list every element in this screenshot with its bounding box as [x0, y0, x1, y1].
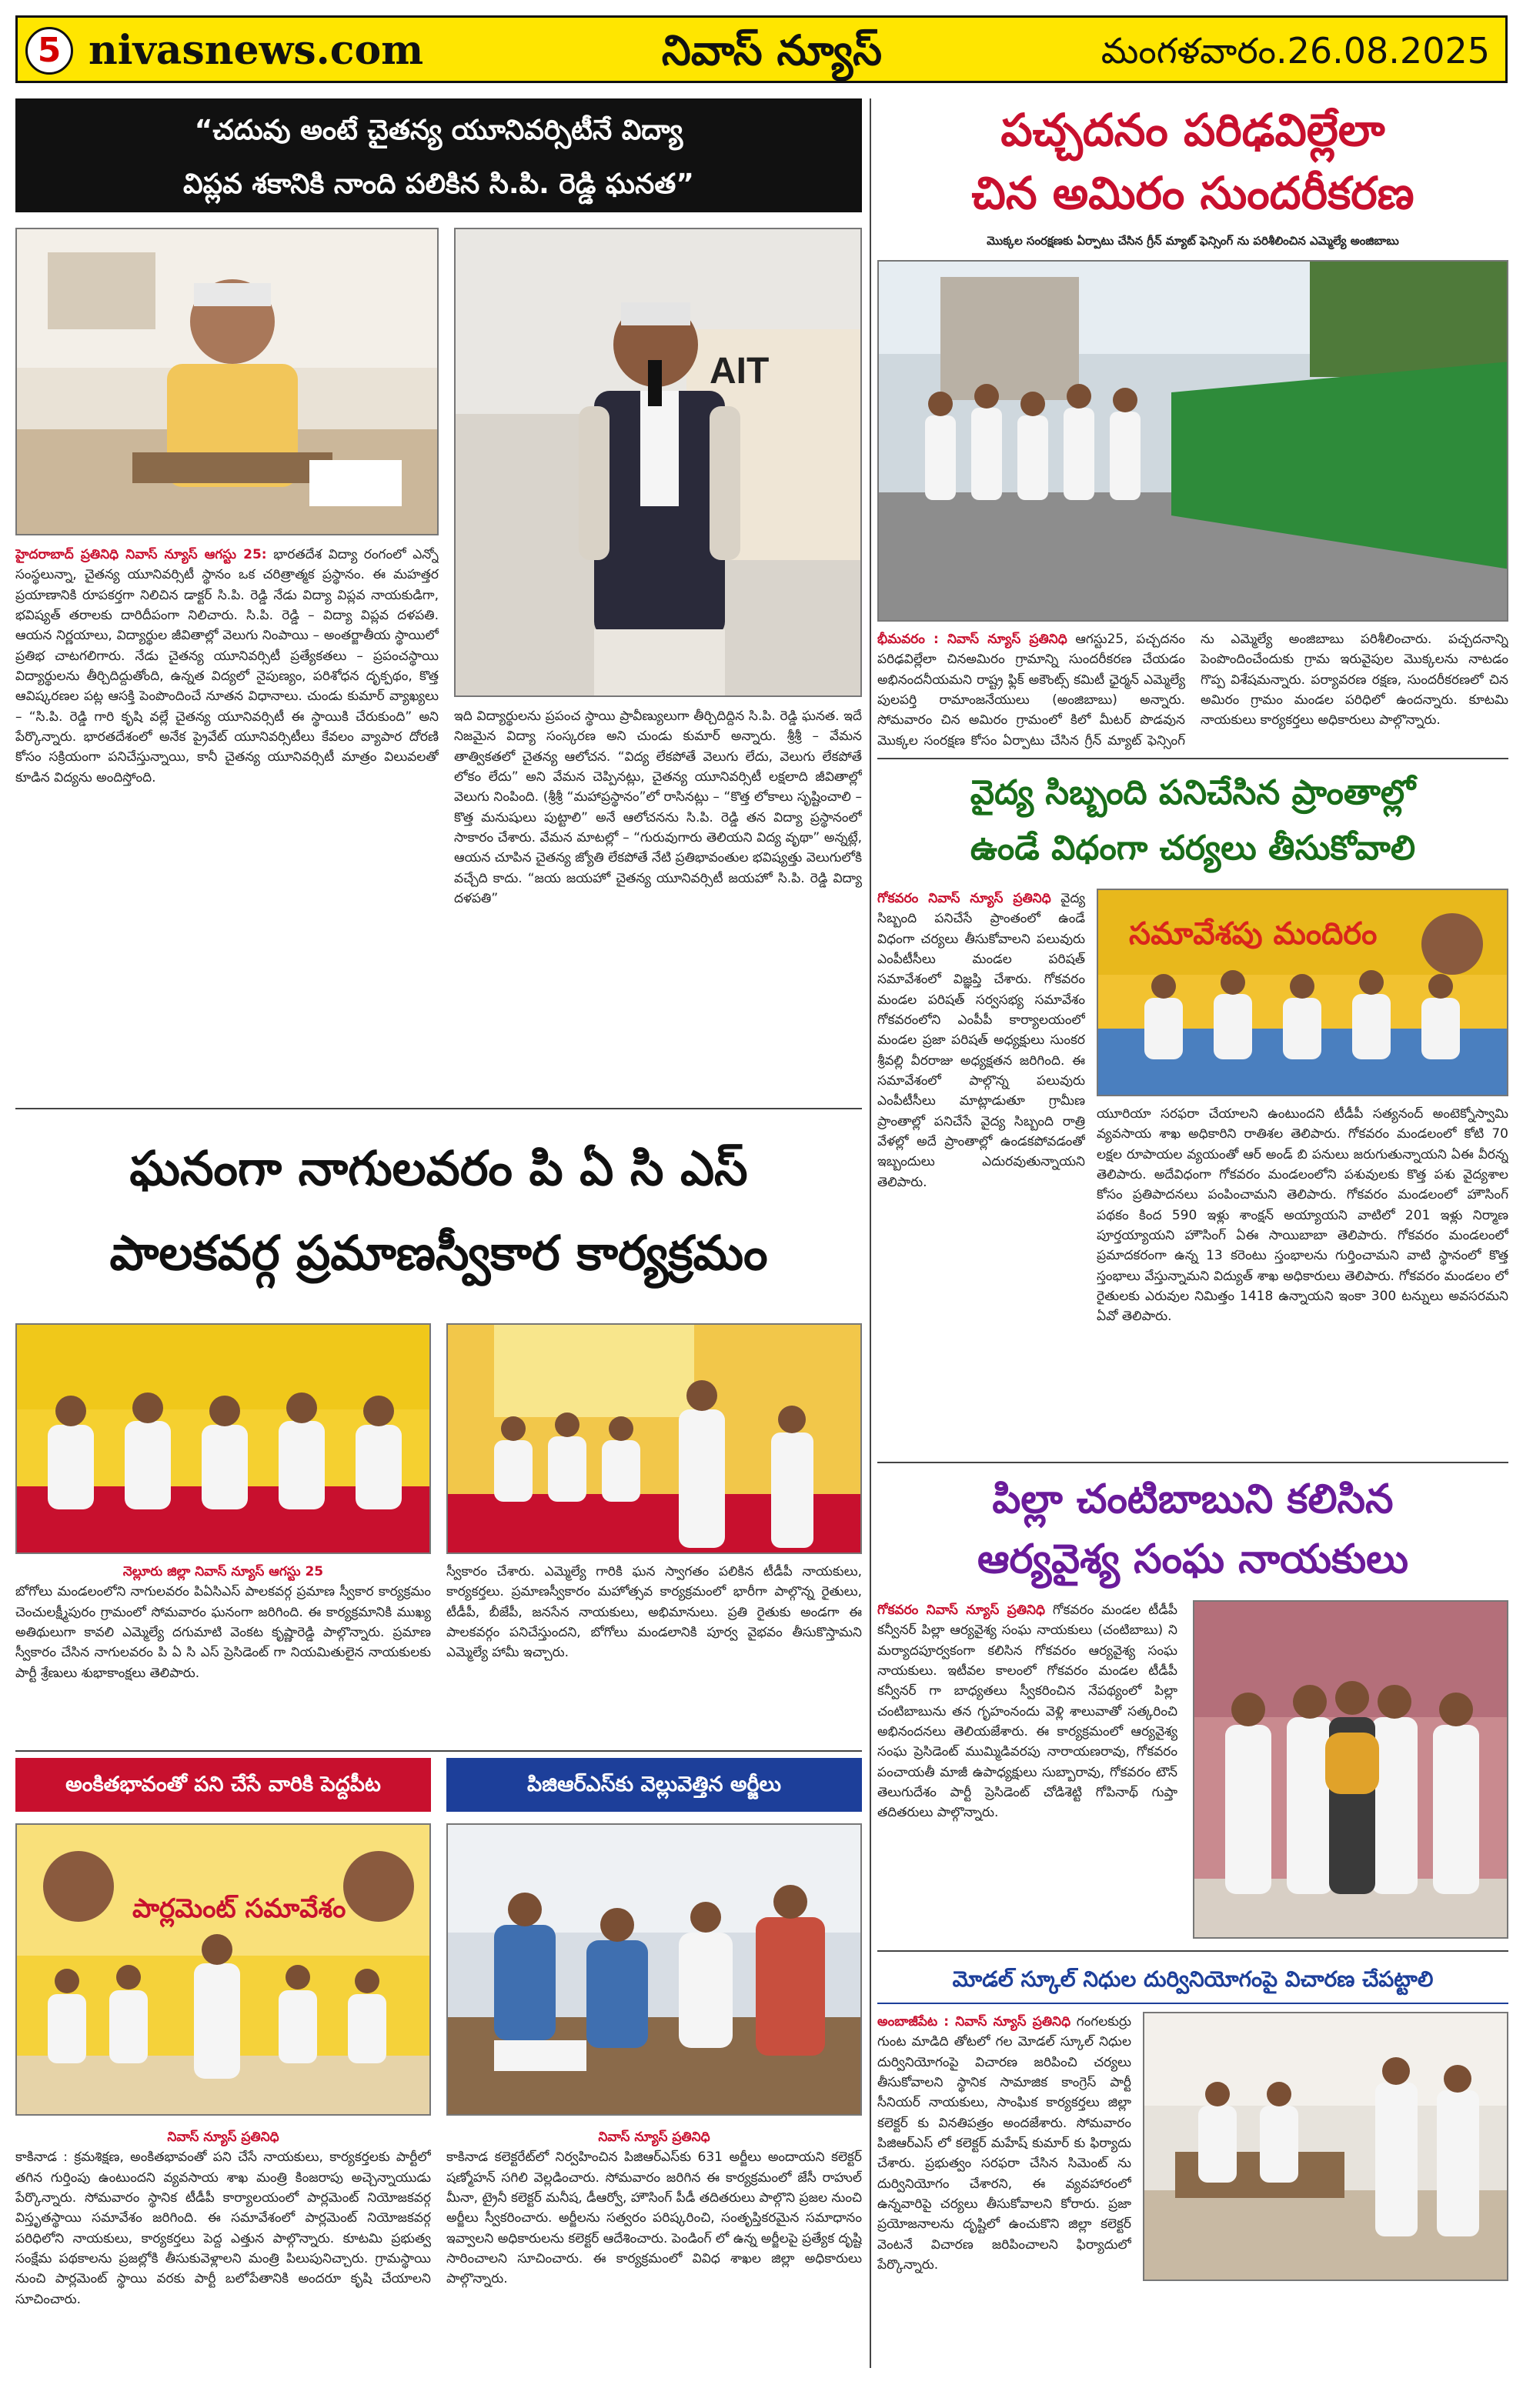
article-chantibabu [877, 1469, 1508, 1946]
article-nagulavaram [15, 1116, 862, 1746]
page-number: 5 [25, 27, 73, 75]
article-vaidya-body-left [877, 889, 1085, 1450]
masthead [15, 15, 1508, 83]
article-nagulavaram-dateline: నెల్లూరు జిల్లా నివాస్ న్యూస్ ఆగస్టు 25 [122, 1564, 324, 1579]
photo-cp-reddy-desk [15, 228, 439, 535]
article-ankita-dateline: నివాస్ న్యూస్ ప్రతినిధి [167, 2130, 279, 2145]
photo-cp-reddy-speech [454, 228, 862, 697]
section-divider [877, 1462, 1508, 1463]
svg-text:AIT: AIT [710, 351, 770, 392]
paper-name: నివాస్ న్యూస్ [661, 26, 883, 75]
article-chaitanya-body-left [15, 545, 439, 1099]
article-pgrs-text: కాకినాడ కలెక్టరేట్‌లో నిర్వహించిన పిజిఆర్ఎస్‌కు 631 అర్జీలు అందాయని కలెక్టర్ షణ్మోహన్ సగిలి వెల్లడించారు. సోమవారం జరిగిన ఈ కార్యక్రమంలో జేసీ రాహుల్ మీనా, ట్రైనీ కలెక్టర్ మనీష, డీఆర్వో, హౌసింగ్ పీడీ తదితరులు పాల్గొని ప్రజల నుంచి అర్జీలు స్వీకరించారు. అర్జీలను సత్వరం పరిష్కరించి, సంతృప్తికరమైన సమాధానం ఇవ్వాలని అధికారులను కలెక్టర్ ఆదేశించారు. పెండింగ్ లో ఉన్న అర్జీలపై ప్రత్యేక దృష్టి సారించాలని సూచించారు. ఈ కార్యక్రమంలో వివిధ శాఖల జిల్లా అధికారులు పాల్గొన్నారు. [446, 2150, 862, 2287]
headline-line-1: వైద్య సిబ్బంది పనిచేసిన ప్రాంతాల్లో [970, 773, 1416, 812]
headline-line-2: ఉండే విధంగా చర్యలు తీసుకోవాలి [970, 829, 1416, 868]
photo-chantibabu-felicitation [1193, 1600, 1508, 1939]
article-chaitanya [15, 98, 862, 1102]
article-model-school-body [877, 2012, 1131, 2389]
section-divider [877, 1950, 1508, 1952]
photo-parliament-meeting [15, 1823, 431, 2116]
article-pgrs-dateline: నివాస్ న్యూస్ ప్రతినిధి [598, 2130, 710, 2145]
section-divider [15, 1108, 862, 1109]
photo-pacs-dais [15, 1323, 431, 1554]
photo-collector-petition [1143, 2012, 1508, 2281]
article-pachchadanam-text: ఆగస్టు25, పచ్చదనం పరిఢవిల్లేలా చినఅమిరం గ్రామాన్ని సుందరీకరణ చేయడం అభినందనీయమని రాష్ట్ర ఫ్లిక్ అకౌంట్స్ కమిటీ ఛైర్మన్ ఎమ్మెల్యే పులపర్తి రామాంజనేయులు (అంజిబాబు) అన్నారు. సోమవారం చిన అమిరం గ్రామంలో కిలో మీటర్ పొడవున మొక్కల సంరక్షణ కోసం ఏర్పాటు చేసిన గ్రీన్ మ్యాట్ ఫెన్సింగ్ ను ఎమ్మెల్యే అంజిబాబు పరిశీలించారు. పచ్చదనాన్ని పెంపొందించేందుకు గ్రామ ఇరువైపుల మొక్కలను నాటడం గొప్ప విశేషమన్నారు. పర్యావరణ రక్షణ, సుందరీకరణలో చిన అమిరం గ్రామం మండల పరిధిలో ఉందన్నారు. కూటమి నాయకులు కార్యకర్తలు అధికారులు పాల్గొన్నారు. [877, 632, 1508, 749]
article-ankita-body [15, 2127, 431, 2389]
article-chantibabu-text: గోకవరం మండల టీడీపీ కన్వీనర్ పిల్లా ఆర్యవైశ్య సంఘ నాయకులు (చంటిబాబు) ని మర్యాదపూర్వకంగా కలిసిన గోకవరం ఆర్యవైశ్య సంఘ నాయకులు. ఇటీవల కాలంలో గోకవరం మండల టీడీపీ కన్వీనర్ గా బాధ్యతలు స్వీకరించిన నేపథ్యంలో పిల్లా చంటిబాబును తన గృహంనందు వెళ్లి శాలువాతో సత్కరించి అభినందనలు తెలియజేశారు. ఈ కార్యక్రమంలో ఆర్యవైశ్య సంఘ ప్రెసిడెంట్ ముమ్మిడివరపు నారాయణరావు, గోకవరం పంచాయతీ మాజీ ఉపాధ్యక్షులు సుబ్బారావు, గోకవరం టౌన్ తెలుగుదేశం పార్టీ ప్రెసిడెంట్ చోడిశెట్టి గోపినాథ్ గుప్తా తదితరులు పాల్గొన్నారు. [877, 1603, 1177, 1821]
article-nagulavaram-text-right: స్వీకారం చేశారు. ఎమ్మెల్యే గారికి ఘన స్వాగతం పలికిన టీడీపీ నాయకులు, కార్యకర్తలు. ప్రమాణస్వీకారం మహోత్సవ కార్యక్రమంలో భారీగా పాల్గొన్న రైతులు, టీడీపీ, బీజేపీ, జనసేన నాయకులు, అభిమానులు. ప్రతి రైతుకు అండగా ఈ పాలకవర్గం పనిచేస్తుందని, బోగోలు మండలానికి పూర్వ వైభవం తీసుకొస్తామని ఎమ్మెల్యే హామీ ఇచ్చారు. [446, 1564, 862, 1661]
photo-pacs-speech [446, 1323, 862, 1554]
article-vaidya-text-right: యూరియా సరఫరా చేయాలని ఉంటుందని టీడీపీ సత్యనంద్ అంటెక్నోస్వామి వ్యవసాయ శాఖ అధికారిని రాతిశల తెలిపారు. గోకవరం మండలంలో కోటి 70 లక్షల రూపాయల వ్యయంతో ఆర్ అండ్ బి పనులు జరుగుతున్నాయని ఏఈ వీరన్న తెలిపారు. అదేవిధంగా గోకవరం మండలంలోని పశువులకు కొత్త పశు వైద్యశాల కోసం ప్రతిపాదనలు పంపించామని తెలిపారు. గోకవరం మండలంలో హౌసింగ్ పథకం కింద 590 ఇళ్లు శాంక్షన్ అయ్యాయని వాటిలో 201 ఇళ్లు నిర్మాణ పూర్తయ్యాయని హౌసింగ్ ఏఈ సాయిబాబా తెలిపారు. గోకవరం మండలంలో ప్రమాదకరంగా ఉన్న 13 కరెంటు స్తంభాలను గుర్తించామని వాటి స్థానంలో కొత్త స్తంభాలు వేస్తున్నామని విద్యుత్ శాఖ అధికారులు తెలిపారు. గోకవరం మండలం లో రైతులకు ఎరువుల నిమిత్తం 1418 ఉన్నాయని ఇంకా 300 టన్నులు అవసరమని ఏవో తెలిపారు. [1097, 1106, 1508, 1325]
headline-line-2: ఆర్యవైశ్య సంఘ నాయకులు [977, 1536, 1408, 1583]
article-chaitanya-body-right [454, 706, 862, 1099]
article-model-school-dateline: అంబాజీపేట : నివాస్ న్యూస్ ప్రతినిధి [877, 2014, 1071, 2029]
headline-line-1: ఘనంగా నాగులవరం పి ఏ సి ఎస్ [129, 1140, 748, 1196]
section-divider [15, 1750, 862, 1752]
article-model-school [877, 1958, 1508, 2393]
svg-text:పార్లమెంట్ సమావేశం: పార్లమెంట్ సమావేశం [132, 1893, 346, 1924]
article-vaidya-text-left: వైద్య సిబ్బంది పనిచేసే ప్రాంతంలో ఉండే విధంగా చర్యలు తీసుకోవాలని పలువురు ఎంపీటీసీలు మండల పరిషత్ సమావేశంలో విజ్ఞప్తి చేశారు. గోకవరం మండల పరిషత్ సర్వసభ్య సమావేశం గోకవరంలోని ఎంపీపీ కార్యాలయంలో మండల ప్రజా పరిషత్ అధ్యక్షులు సుంకర శ్రీవల్లి వీరరాజు అధ్యక్షతన జరిగింది. ఈ సమావేశంలో పాల్గొన్న పలువురు ఎంపీటీసీలు మాట్లాడుతూ గ్రామీణ ప్రాంతాల్లో పనిచేసే వైద్య సిబ్బంది రాత్రి వేళల్లో అదే ప్రాంతాల్లో ఉండకపోవడంతో ఇబ్బందులు ఎదురవుతున్నాయని తెలిపారు. [877, 891, 1085, 1190]
issue-date: మంగళవారం.26.08.2025 [1101, 30, 1490, 72]
article-pachchadanam-headline [877, 98, 1508, 229]
article-chantibabu-headline [877, 1469, 1508, 1593]
article-pachchadanam-body [877, 629, 1508, 752]
article-vaidya-dateline: గోకవరం నివాస్ న్యూస్ ప్రతినిధి [877, 891, 1051, 906]
article-chaitanya-headline [15, 98, 862, 212]
headline-line-1: “చదువు అంటే చైతన్య యూనివర్సిటీనే విద్యా [194, 115, 683, 146]
article-pgrs [446, 1758, 862, 2393]
photo-mandal-meeting [1097, 889, 1508, 1096]
article-vaidya-headline [877, 765, 1508, 881]
article-chaitanya-text-right: ఇది విద్యార్థులను ప్రపంచ స్థాయి ప్రావీణ్యులుగా తీర్చిదిద్దిన సి.పి. రెడ్డి ఘనత. ఇదే నిజమైన విద్యా సంస్కరణ అని చుండు కుమార్ అన్నారు. శ్రీశ్రీ – వేమన తాత్వికతలో చైతన్య ఆలోచన. “విద్య లేకపోతే వెలుగు లేదు, వెలుగు లేకపోతే లోకం లేదు” అని వేమన చెప్పినట్లు, చైతన్య యూనివర్సిటీ లక్షలాది జీవితాల్లో వెలుగు నింపింది. (శ్రీశ్రీ “మహాప్రస్థానం”లో రాసినట్లు – “కొత్త లోకాలు సృష్టించాలి – కొత్త మనుషులు పుట్టాలి” అనే ఆలోచనను సి.పి. రెడ్డి తన విద్యా ప్రస్థానంలో సాకారం చేశారు. వేమన మాటల్లో – “గురువుగారు తెలియని విద్య వృథా” అన్నట్లే, ఆయన చూపిన చైతన్య జ్యోతి లేకపోతే నేటి ప్రతిభావంతుల భవిష్యత్తు వెలుగులోకి వచ్చేది కాదు. “జయ జయహో చైతన్య యూనివర్సిటీ జయహో సి.పి. రెడ్డి విద్యా దళపతి” [454, 709, 862, 907]
article-chantibabu-body [877, 1600, 1177, 1939]
article-chaitanya-text-left: భారతదేశ విద్యా రంగంలో ఎన్నో సంస్థలున్నా, చైతన్య యూనివర్సిటీ స్థానం ఒక చరిత్రాత్మక ప్రస్థానం. ఈ మహత్తర ప్రయాణానికి రూపకర్తగా నిలిచిన డాక్టర్ సి.పి. రెడ్డి నేడు విద్యా విప్లవ నాయకుడిగా, భవిష్యత్ తరాలకు దారిదీపంగా నిలిచారు. సి.పి. రెడ్డి – విద్యా విప్లవ దళపతి. ఆయన నిర్ణయాలు, విద్యార్థుల జీవితాల్లో వెలుగు నింపాయి – అంతర్జాతీయ స్థాయిలో ప్రతిభ చాటగలిగారు. నేడు చైతన్య యూనివర్సిటీ ప్రత్యేకతలు – ప్రపంచస్థాయి విద్యార్థులను తీర్చిదిద్దుతోంది, ఉన్నత విద్యలో నైపుణ్యం, పరిశోధన దృక్పథం, కొత్త ఆవిష్కరణల పట్ల ఆసక్తి పెంపొందించే నూతన విధానాలు. చుండు కుమార్ వ్యాఖ్యలు – “సి.పి. రెడ్డి గారి కృషి వల్లే చైతన్య యూనివర్సిటీ ఈ స్థాయికి చేరుకుంది” అని పేర్కొన్నారు. భారతదేశంలో అనేక ప్రైవేట్ యూనివర్సిటీలు కేవలం వ్యాపార దోరణి కోసం సక్రియంగా పనిచేస్తున్నాయి, కానీ చైతన్య యూనివర్సిటీ మాత్రం విలువలతో కూడిన విద్యను అందిస్తోంది. [15, 547, 439, 785]
headline-line-2: పాలకవర్గ ప్రమాణస్వీకార కార్యక్రమం [109, 1225, 768, 1281]
article-pachchadanam-subhead: మొక్కల సంరక్షణకు ఏర్పాటు చేసిన గ్రీన్ మ్యాట్ ఫెన్సింగ్ ను పరిశీలించిన ఎమ్మెల్యే అంజిబాబు [987, 234, 1399, 248]
section-divider [877, 758, 1508, 759]
svg-text:సమావేశపు మందిరం: సమావేశపు మందిరం [1129, 916, 1378, 952]
photo-green-mat-fencing [877, 260, 1508, 622]
headline-line-2: చిన అమిరం సుందరీకరణ [971, 167, 1414, 219]
article-ankita-headline: అంకితభావంతో పని చేసే వారికి పెద్దపీట [15, 1758, 431, 1812]
article-nagulavaram-body-left [15, 1562, 431, 1739]
site-name[interactable]: nivasnews.com [89, 27, 424, 74]
article-vaidya-body-right [1097, 1104, 1508, 1450]
article-pgrs-body [446, 2127, 862, 2389]
article-nagulavaram-text-left: బోగోలు మండలంలోని నాగులవరం పిఏసిఎస్ పాలకవర్గ ప్రమాణ స్వీకార కార్యక్రమం చెంచులక్ష్మీపురం గ్రామంలో సోమవారం ఘనంగా జరిగింది. ఈ కార్యక్రమానికి ముఖ్య అతిథులుగా కావలి ఎమ్మెల్యే దగుమాటి వెంకట కృష్ణారెడ్డి పాల్గొన్నారు. ప్రమాణ స్వీకారం చేసిన నాగులవరం పి ఏ సి ఎస్ ప్రెసిడెంట్ గా నియమితులైన నాయకులకు పార్టీ శ్రేణులు శుభాకాంక్షలు తెలిపారు. [15, 1584, 431, 1681]
headline-line-1: పిల్లా చంటిబాబుని కలిసిన [992, 1476, 1394, 1523]
photo-pgrs-grievance [446, 1823, 862, 2116]
article-chaitanya-dateline: హైదరాబాద్ ప్రతినిధి నివాస్ న్యూస్ ఆగస్టు 25: [15, 547, 267, 562]
article-chantibabu-dateline: గోకవరం నివాస్ న్యూస్ ప్రతినిధి [877, 1603, 1045, 1618]
headline-line-1: పచ్చదనం పరిఢవిల్లేలా [1000, 104, 1385, 156]
headline-line-2: విప్లవ శకానికి నాంది పలికిన సి.పి. రెడ్డి ఘనత” [183, 168, 694, 200]
article-model-school-headline: మోడల్ స్కూల్ నిధుల దుర్వినియోగంపై విచారణ చేపట్టాలి [877, 1958, 1508, 2004]
article-pachchadanam [877, 98, 1508, 752]
article-nagulavaram-headline [15, 1116, 862, 1308]
article-vaidya [877, 765, 1508, 1458]
article-nagulavaram-body-right [446, 1562, 862, 1739]
column-divider [870, 98, 871, 2368]
article-ankita [15, 1758, 431, 2393]
article-model-school-text: గంగలకుర్రు గుంట మాడిది తోటలో గల మోడల్ స్కూల్ నిధుల దుర్వినియోగంపై విచారణ జరిపించి చర్యలు తీసుకోవాలని స్థానిక సామాజిక కాంగ్రెస్ పార్టీ సీనియర్ నాయకులు, సాంఘిక కార్యకర్తలు జిల్లా కలెక్టర్ కు వినతిపత్రం అందజేశారు. సోమవారం పిజిఆర్ఎస్ లో కలెక్టర్ మహేష్ కుమార్ కు ఫిర్యాదు చేశారు. ప్రభుత్వం సరఫరా చేసిన సిమెంట్ ను దుర్వినియోగం చేశారని, ఈ వ్యవహారంలో ఉన్నవారిపై చర్యలు తీసుకోవాలని కోరారు. ప్రజా ప్రయోజనాలను దృష్టిలో ఉంచుకొని జిల్లా కలెక్టర్ వెంటనే విచారణ జరిపించాలని ఫిర్యాదులో పేర్కొన్నారు. [877, 2014, 1131, 2273]
article-ankita-text: కాకినాడ : క్రమశిక్షణ, అంకితభావంతో పని చేసే నాయకులు, కార్యకర్తలకు పార్టీలో తగిన గుర్తింపు ఉంటుందని వ్యవసాయ శాఖ మంత్రి కింజరాపు అచ్చెన్నాయుడు పేర్కొన్నారు. సోమవారం స్థానిక టీడీపీ కార్యాలయంలో పార్లమెంట్ నియోజకవర్గ విస్తృతస్థాయి సమావేశం జరిగింది. ఈ సమావేశంలో పార్లమెంట్ నియోజకవర్గ పరిధిలోని నాయకులు, కార్యకర్తలు పెద్ద ఎత్తున పాల్గొన్నారు. కూటమి ప్రభుత్వ సంక్షేమ పథకాలను ప్రజల్లోకి తీసుకువెళ్లాలని మంత్రి పిలుపునిచ్చారు. గ్రామస్థాయి నుంచి పార్లమెంట్ స్థాయి వరకు పార్టీ బలోపేతానికి అందరూ కృషి చేయాలని సూచించారు. [15, 2150, 431, 2307]
article-pgrs-headline: పిజిఆర్ఎస్‌కు వెల్లువెత్తిన అర్జీలు [446, 1758, 862, 1812]
article-pachchadanam-dateline: భీమవరం : నివాస్ న్యూస్ ప్రతినిధి [877, 632, 1067, 647]
